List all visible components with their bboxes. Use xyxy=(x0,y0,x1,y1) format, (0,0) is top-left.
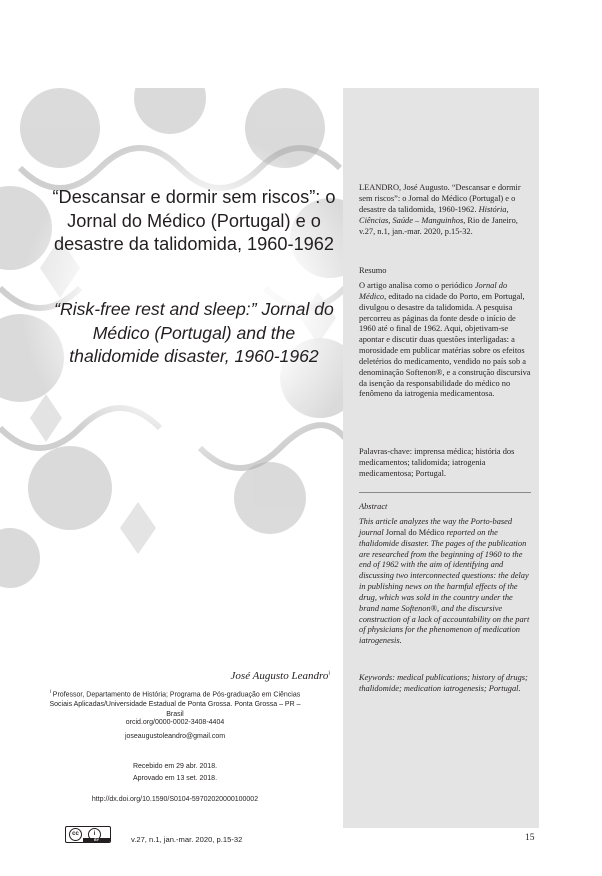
citation-rest: , Rio de Janeiro, v.27, n.1, jan.-mar. 2020, p.15-32. xyxy=(359,215,518,236)
by-label: BY xyxy=(83,838,110,842)
affiliation-sup: i xyxy=(49,689,51,695)
email-link[interactable]: joseaugustoleandro@gmail.com xyxy=(124,733,226,740)
author-sup: i xyxy=(328,670,330,677)
author-name: José Augusto Leandro$^i$ xyxy=(230,670,330,682)
cc-icon: cc xyxy=(69,828,82,841)
received-date: Recebido em 29 abr. 2018. xyxy=(132,763,218,770)
section-divider xyxy=(359,492,531,493)
abstract-text: This article analyzes the way the Porto-based journal Jornal do Médico reported on the thalidomide disaster. The pages of the publication are researched from the beginning of 1960 to the end of 1962 with the aim of identifying and discussing two interconnected questions: the delay in publishing news on the harmful effects of the drug, which was sold in the country under the brand name Softenon®, and the discursive construction of a lack of accountability on the part of physicians for the phenomenon of medication iatrogenesis. xyxy=(359,517,530,646)
author-affiliation: $^i$ Professor, Departamento de História; Programa de Pós-graduação em Ciências Sociais Aplicadas/Universidade Estadual de Ponta Grossa. Ponta Grossa – PR – Brasil xyxy=(49,689,301,719)
doi-link[interactable]: http://dx.doi.org/10.1590/S0104-59702020000100002 xyxy=(91,796,259,803)
abstract-journal: Jornal do Médico xyxy=(385,527,445,537)
keywords: Keywords: medical publications; history of drugs; thalidomide; medication iatrogenesis; Portugal. xyxy=(359,673,528,693)
resumo-journal: Jornal do Médico xyxy=(359,281,508,301)
orcid-link[interactable]: orcid.org/0000-0002-3408-4404 xyxy=(125,719,225,726)
footer-issue-info: v.27, n.1, jan.-mar. 2020, p.15-32 xyxy=(131,835,243,844)
citation xyxy=(359,183,531,238)
abstract-heading: Abstract xyxy=(359,502,388,511)
cc-by-license-icon[interactable] xyxy=(65,826,111,843)
resumo-heading: Resumo xyxy=(359,266,387,275)
page-number: 15 xyxy=(525,833,535,843)
citation-title: “Descansar e dormir sem riscos”: o Jornal do Médico (Portugal) e o desastre da talidomida, 1960-1962. xyxy=(359,183,521,214)
palavras-chave: Palavras-chave: imprensa médica; história dos medicamentos; talidomida; iatrogenia medicamentosa; Portugal. xyxy=(359,447,515,478)
citation-author: LEANDRO, José Augusto. xyxy=(359,183,452,192)
article-title-en: “Risk-free rest and sleep:” Jornal do Médico (Portugal) and the thalidomide disaster, 1960-1962 xyxy=(54,299,334,366)
by-person-icon: i xyxy=(88,828,101,841)
article-title-pt: “Descansar e dormir sem riscos”: o Jornal do Médico (Portugal) e o desastre da talidomida, 1960-1962 xyxy=(52,187,336,254)
resumo-text: O artigo analisa como o periódico Jornal do Médico, editado na cidade do Porto, em Portugal, divulgou o desastre da talidomida. A pesquisa percorreu as páginas da fonte desde o início de 1960 até o final de 1962. Aqui, objetivam-se apontar e discutir duas questões interligadas: a morosidade em publicar matérias sobre os efeitos deletérios do medicamento, vendido no país sob a denominação Softenon®, e a construção discursiva da isenção da responsabilidade do médico no fenômeno da iatrogenia medicamentosa. xyxy=(359,281,531,399)
approved-date: Aprovado em 13 set. 2018. xyxy=(132,775,218,782)
citation-journal: História, Ciências, Saúde – Manguinhos xyxy=(359,204,509,225)
